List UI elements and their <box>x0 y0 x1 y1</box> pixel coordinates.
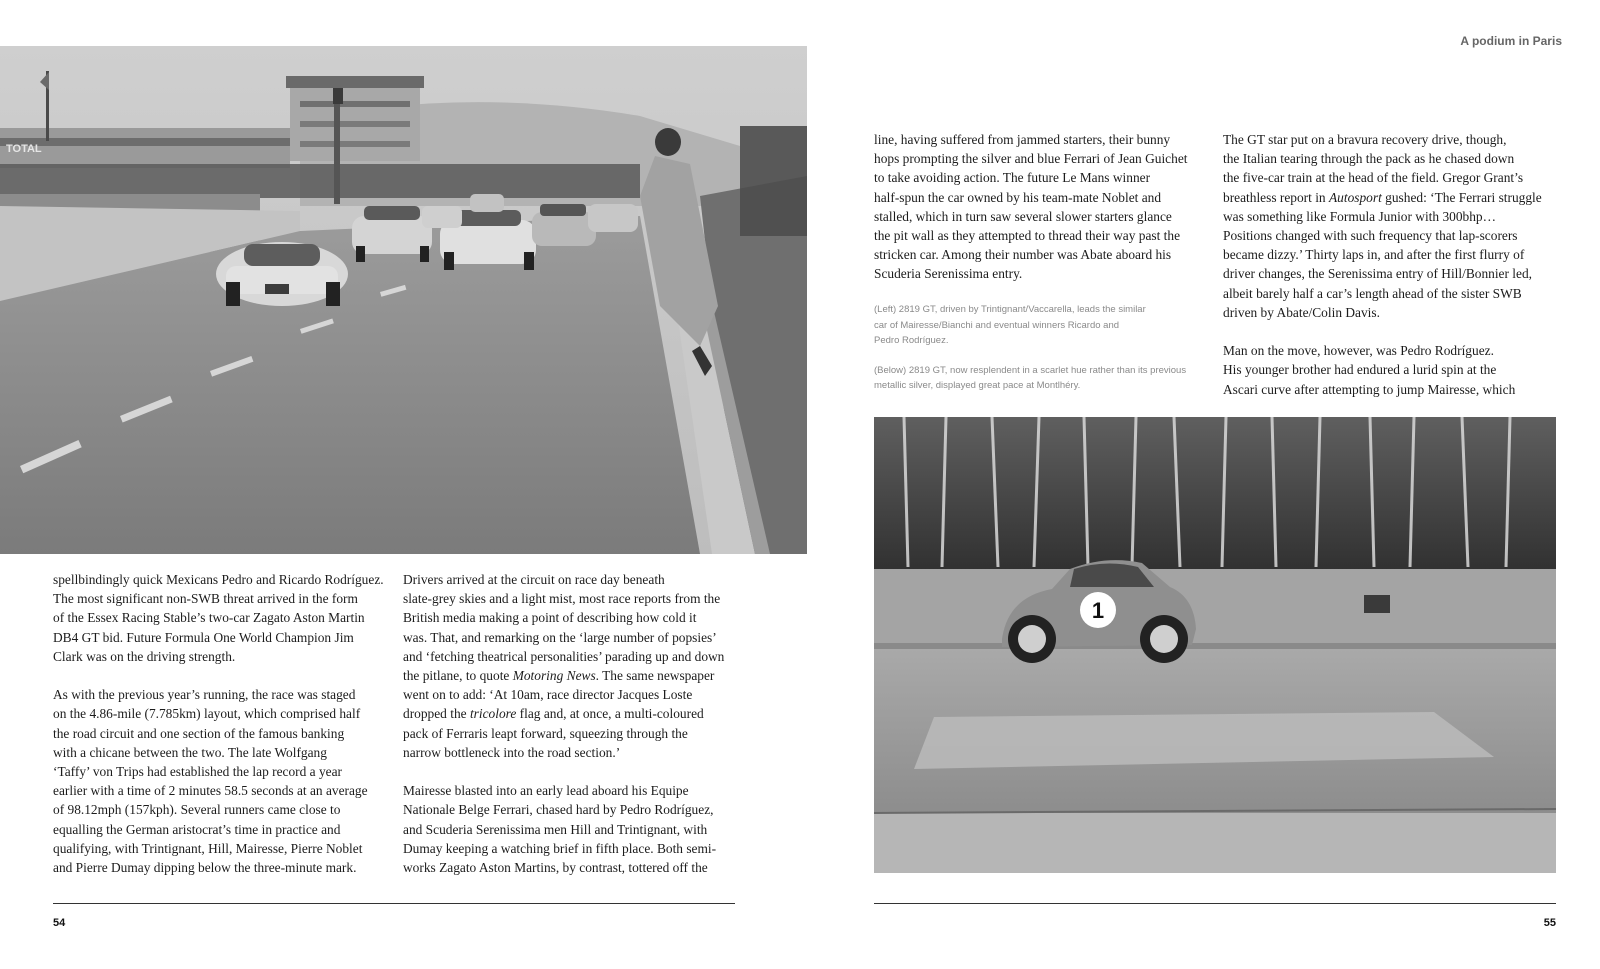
car-number-text: 1 <box>1091 598 1105 623</box>
italic-term: tricolore <box>469 706 517 722</box>
body-paragraph: line, having suffered from jammed starters, their bunny hops prompting the silver and blue Ferrari of Jean Guichet to take avoiding action. The future Le Mans winner half-spun the car owned by his team-mate Noblet and stalled, which in turn saw several slower starters glance the pit wall as they attempted to thread their way past the stricken car. Among their number was Abate aboard his Scuderia Serenissima entry. <box>874 132 1188 282</box>
running-head: A podium in Paris <box>1460 34 1562 48</box>
footer-rule-right <box>874 903 1556 904</box>
right-page-column-2 <box>1223 130 1563 399</box>
page-number-left: 54 <box>53 917 66 929</box>
caption-left: (Left) 2819 GT, driven by Trintignant/Vaccarella, leads the similar car of Mairesse/Bianchi and eventual winners Ricardo and Pedro Rodríguez. <box>874 304 1146 347</box>
publication-title: Autosport <box>1328 189 1382 205</box>
publication-title: Motoring News <box>512 668 596 684</box>
text-run: The GT star put on a bravura recovery drive, though, the Italian tearing through the pack as he chased down the five-car train at the head of the field. Gregor Grant’s breathless report in <box>1223 132 1524 205</box>
body-paragraph: As with the previous year’s running, the race was staged on the 4.86-mile (7.785km) layout, which comprised half the road circuit and one section of the famous banking with a chicane between the two. The late Wolfgang ‘Taffy’ von Trips had established the lap record a year earlier with a time of 2 minutes 58.5 seconds at an average of 98.12mph (157kph). Several runners came close to equalling the German aristocrat’s time in practice and qualifying, with Trintignant, Hill, Mairesse, Pierre Noblet and Pierre Dumay dipping below the three-minute mark. <box>53 687 368 876</box>
body-paragraph: Mairesse blasted into an early lead aboard his Equipe Nationale Belge Ferrari, chased hard by Pedro Rodríguez, and Scuderia Serenissima men Hill and Trintignant, with Dumay keeping a watching brief in fifth place. Both semi- works Zagato Aston Martins, by contrast, tottered off the <box>403 783 717 876</box>
grandstand-sign-text: TOTAL <box>6 143 42 155</box>
page-number-right: 55 <box>1543 917 1556 929</box>
captions <box>874 302 1204 408</box>
right-page-column-1 <box>874 130 1214 284</box>
text-run: gushed: ‘The Ferrari struggle was something like Formula Junior with 300bhp… Positions changed with such frequency that lap-scorers became dizzy.’ Thirty laps in, and after the first flurry of driver changes, the Serenissima entry of Hill/Bonnier led, albeit barely half a car’s length ahead of the sister SWB driven by Abate/Colin Davis. <box>1223 189 1542 320</box>
text-run: . The same newspaper went on to add: ‘At 10am, race director Jacques Loste dropped the <box>403 668 715 722</box>
body-paragraph <box>1223 130 1563 322</box>
body-paragraph: Man on the move, however, was Pedro Rodríguez. His younger brother had endured a lurid spin at the Ascari curve after attempting to jump Mairesse, which <box>1223 343 1516 397</box>
race-start-photo <box>0 46 807 554</box>
text-run: flag and, at once, a multi-coloured pack of Ferraris leapt forward, squeezing through the narrow bottleneck into the road section.’ <box>403 706 704 760</box>
left-page-column-2 <box>403 570 743 877</box>
ferrari-banking-photo <box>874 417 1556 873</box>
footer-rule-left <box>53 903 735 904</box>
body-paragraph: spellbindingly quick Mexicans Pedro and Ricardo Rodríguez. The most significant non-SWB threat arrived in the form of the Essex Racing Stable’s two-car Zagato Aston Martin DB4 GT bid. Future Formula One World Champion Jim Clark was on the driving strength. <box>53 572 384 664</box>
left-page-column-1 <box>53 570 388 877</box>
text-run: Drivers arrived at the circuit on race day beneath slate-grey skies and a light mist, most race reports from the British media making a point of describing how cold it was. That, and remarking on the ‘large number of popsies’ and ‘fetching theatrical personalities’ parading up and down the pitlane, to quote <box>403 572 725 684</box>
caption-below: (Below) 2819 GT, now resplendent in a scarlet hue rather than its previous metallic silver, displayed great pace at Montlhéry. <box>874 364 1187 392</box>
body-paragraph <box>403 570 743 762</box>
